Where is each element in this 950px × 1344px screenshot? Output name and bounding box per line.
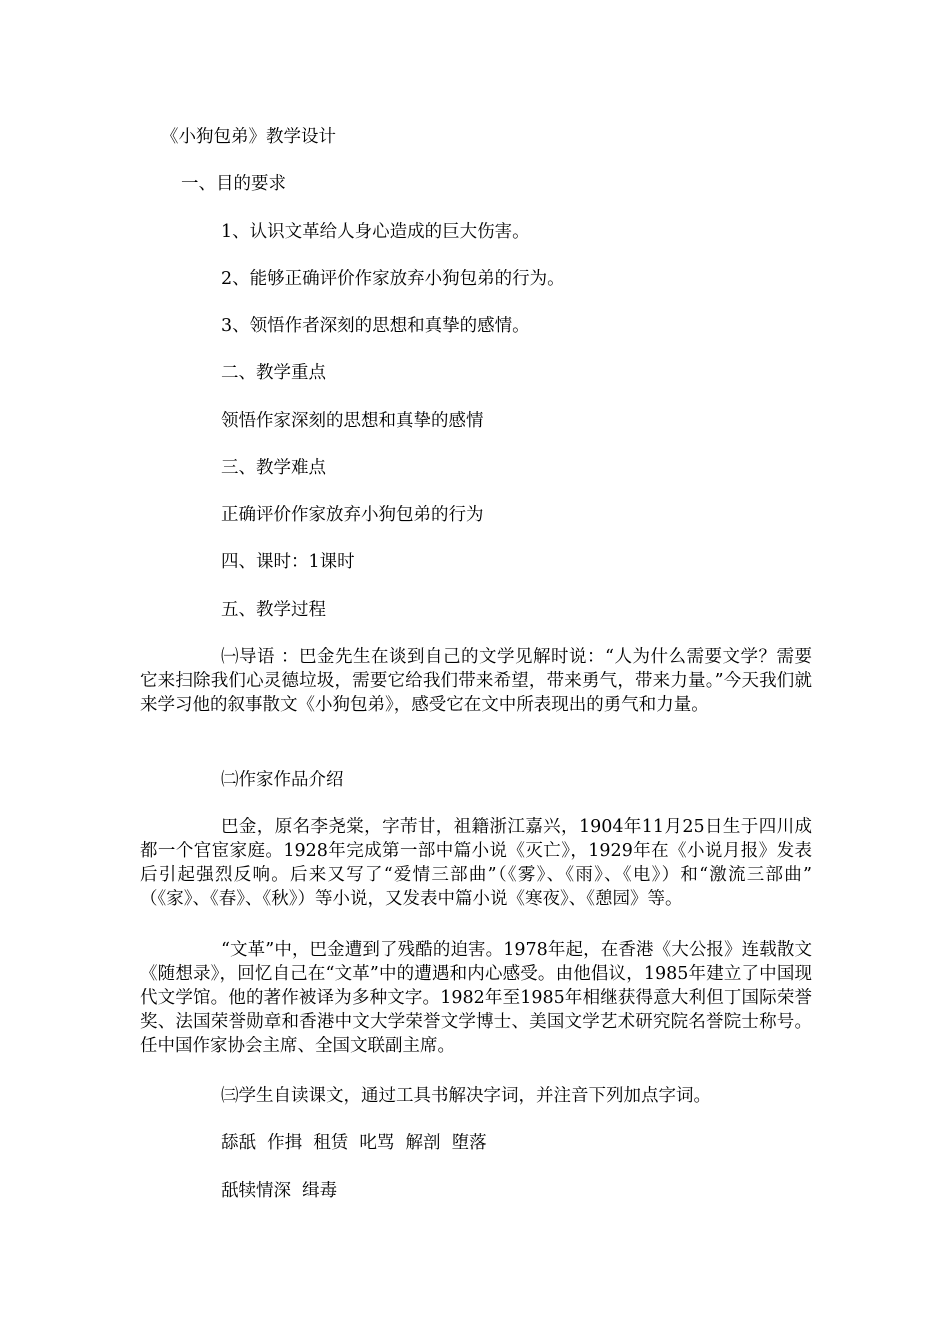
- goal-item: 3、领悟作者深刻的思想和真挚的感情。: [221, 316, 530, 336]
- section-heading-key-point: 二、教学重点: [221, 363, 326, 383]
- difficulty-text: 正确评价作家放弃小狗包弟的行为: [221, 505, 484, 525]
- section-heading-difficulty: 三、教学难点: [221, 458, 326, 478]
- section-heading-process: 五、教学过程: [221, 600, 326, 620]
- key-point-text: 领悟作家深刻的思想和真挚的感情: [221, 411, 484, 431]
- goal-item: 2、能够正确评价作家放弃小狗包弟的行为。: [221, 269, 565, 289]
- intro-paragraph: ㈠导语 ：巴金先生在谈到自己的文学见解时说：“人为什么需要文学？需要它来扫除我们心灵德垃圾，需要它给我们带来希望，带来勇气，带来力量。”今天我们就来学习他的叙事散文《小狗包弟》，感受它在文中所表现出的勇气和力量。: [140, 647, 812, 715]
- author-intro-heading: ㈡作家作品介绍: [221, 770, 344, 790]
- goal-item: 1、认识文革给人身心造成的巨大伤害。: [221, 222, 530, 242]
- self-study-heading: ㈢学生自读课文，通过工具书解决字词，并注音下列加点字词。: [221, 1086, 711, 1106]
- author-bio-paragraph: “文革”中，巴金遭到了残酷的迫害。1978年起，在香港《大公报》连载散文《随想录》，回忆自己在“文革”中的遭遇和内心感受。由他倡议，1985年建立了中国现代文学馆。他的著作被译为多种文字。1982年至1985年相继获得意大利但丁国际荣誉奖、法国荣誉勋章和香港中文大学荣誉文学博士、美国文学艺术研究院名誉院士称号。任中国作家协会主席、全国文联副主席。: [140, 940, 812, 1056]
- vocab-line: 舔舐 作揖 租赁 叱骂 解剖 堕落: [221, 1133, 487, 1153]
- author-bio-paragraph: 巴金，原名李尧棠，字芾甘，祖籍浙江嘉兴，1904年11月25日生于四川成都一个官宦家庭。1928年完成第一部中篇小说《灭亡》，1929年在《小说月报》发表后引起强烈反响。后来又写了“爱情三部曲”（《雾》、《雨》、《电》）和“激流三部曲” （《家》、《春》、《秋》）等小说，又发表中篇小说《寒夜》、《憩园》等。: [140, 817, 812, 909]
- vocab-line: 舐犊情深 缉毒: [221, 1181, 338, 1201]
- document-title: 《小狗包弟》教学设计: [161, 127, 336, 147]
- section-heading-goals: 一、目的要求: [181, 174, 286, 194]
- section-heading-class-hours: 四、课时：1课时: [221, 552, 355, 572]
